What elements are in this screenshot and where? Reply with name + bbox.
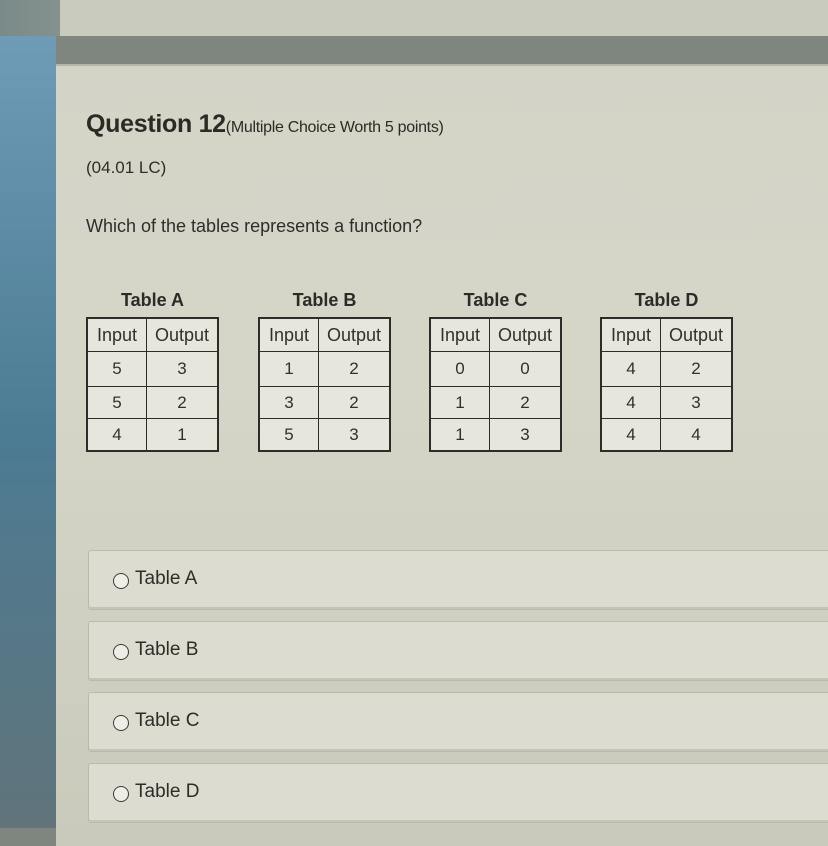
column-header-input: Input (87, 318, 147, 352)
input-cell: 1 (430, 419, 490, 452)
answer-option-label: Table A (135, 568, 198, 589)
input-cell: 4 (601, 387, 661, 419)
answer-option-a[interactable] (88, 550, 828, 610)
table-caption: Table A (120, 290, 184, 310)
question-prompt: Which of the tables represents a function? (86, 216, 423, 236)
input-cell: 5 (87, 387, 147, 419)
previous-card-edge (60, 0, 828, 36)
output-cell: 2 (319, 387, 391, 419)
radio-button[interactable] (113, 573, 129, 589)
table-d (600, 317, 733, 452)
table-a-block (86, 290, 219, 452)
table-row (259, 352, 390, 387)
table-row (601, 419, 732, 452)
table-row (87, 419, 218, 452)
input-cell: 4 (87, 419, 147, 452)
input-cell: 4 (601, 419, 661, 452)
question-meta: (Multiple Choice Worth 5 points) (225, 119, 444, 136)
table-caption: Table C (463, 290, 528, 310)
answer-option-d[interactable] (88, 763, 828, 823)
column-header-input: Input (601, 318, 661, 352)
input-cell: 1 (430, 387, 490, 419)
output-cell: 1 (147, 419, 219, 452)
column-header-output: Output (147, 318, 219, 352)
table-row (430, 419, 561, 452)
table-row (259, 387, 390, 419)
answer-option-label: Table C (135, 710, 200, 731)
question-code: (04.01 LC) (86, 158, 167, 177)
radio-button[interactable] (113, 644, 129, 660)
output-cell: 0 (490, 352, 562, 387)
table-row (87, 352, 218, 387)
output-cell: 2 (490, 387, 562, 419)
answer-option-b[interactable] (88, 621, 828, 681)
table-c (429, 317, 562, 452)
table-b-block (258, 290, 391, 452)
table-row (430, 387, 561, 419)
window-edge (0, 36, 56, 828)
question-number: Question 12 (86, 110, 226, 138)
output-cell: 3 (319, 419, 391, 452)
table-b (258, 317, 391, 452)
answer-option-label: Table B (135, 639, 199, 660)
radio-button[interactable] (113, 786, 129, 802)
output-cell: 3 (147, 352, 219, 387)
question-title (86, 110, 444, 139)
column-header-output: Output (661, 318, 733, 352)
table-row (601, 352, 732, 387)
input-cell: 3 (259, 387, 319, 419)
answer-option-c[interactable] (88, 692, 828, 752)
table-caption: Table B (292, 290, 357, 310)
output-cell: 2 (147, 387, 219, 419)
table-d-block (600, 290, 733, 452)
output-cell: 4 (661, 419, 733, 452)
output-cell: 3 (661, 387, 733, 419)
output-cell: 3 (490, 419, 562, 452)
input-cell: 0 (430, 352, 490, 387)
table-row (601, 387, 732, 419)
table-row (259, 419, 390, 452)
table-caption: Table D (634, 290, 699, 310)
output-cell: 2 (319, 352, 391, 387)
table-c-block (429, 290, 562, 452)
output-cell: 2 (661, 352, 733, 387)
table-a (86, 317, 219, 452)
table-row (87, 387, 218, 419)
column-header-output: Output (490, 318, 562, 352)
input-cell: 5 (259, 419, 319, 452)
column-header-output: Output (319, 318, 391, 352)
input-cell: 1 (259, 352, 319, 387)
input-cell: 4 (601, 352, 661, 387)
input-cell: 5 (87, 352, 147, 387)
column-header-input: Input (259, 318, 319, 352)
table-row (430, 352, 561, 387)
answer-option-label: Table D (135, 781, 200, 802)
column-header-input: Input (430, 318, 490, 352)
radio-button[interactable] (113, 715, 129, 731)
